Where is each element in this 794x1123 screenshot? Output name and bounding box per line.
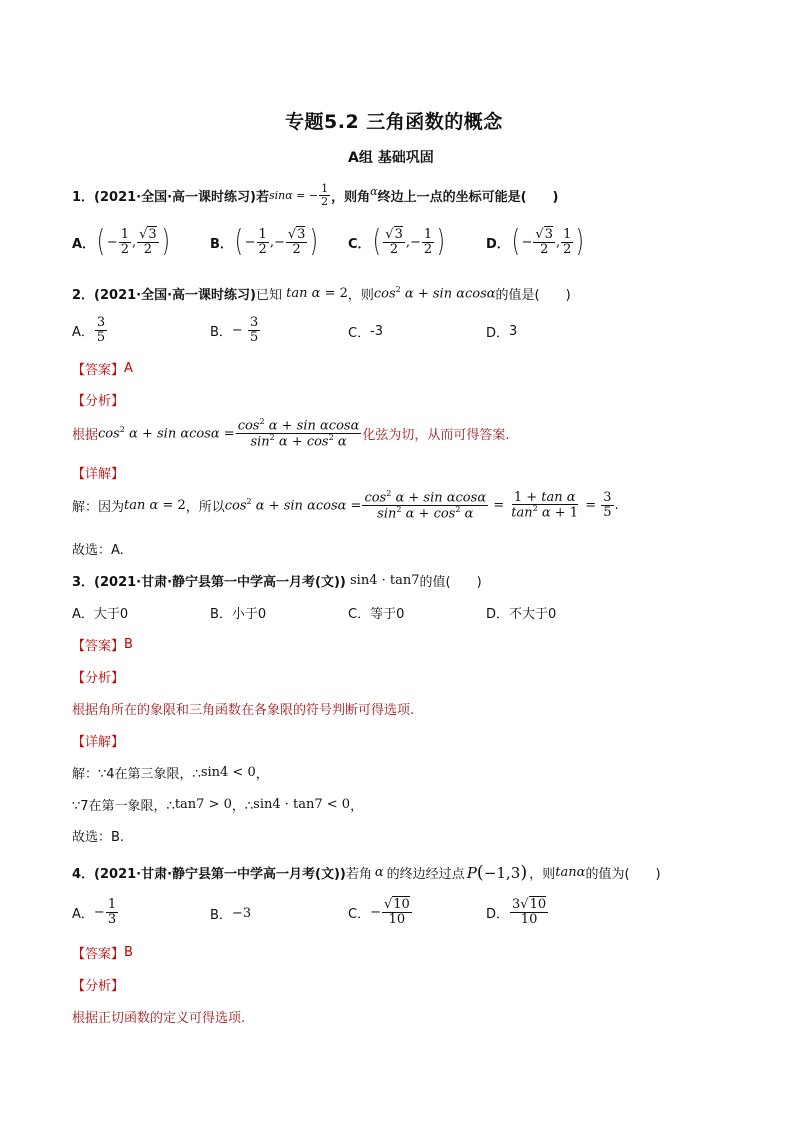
detail-text-2: ，所以 xyxy=(185,499,225,515)
question-1-text: ，则角 xyxy=(331,189,371,205)
question-2-expression: $\cos^2 \alpha + \sin \alpha\cos\alpha$ xyxy=(373,285,496,302)
q4-option-c: C． − $\frac{√10}{10}$ xyxy=(348,897,410,927)
question-2-condition: tan α = 2 xyxy=(286,286,348,301)
question-1-stem xyxy=(72,183,558,207)
option-text: 等于0 xyxy=(370,607,405,622)
option-d-math: $\frac{3√10}{10}$ xyxy=(512,897,547,927)
detail-text: 解：∵4在第三象限，∴ xyxy=(72,767,201,782)
analysis-text: 根据 xyxy=(72,427,99,443)
detail-text-2: ，∴ xyxy=(231,799,254,814)
question-3-prefix: 3．(2021·甘肃·静宁县第一中学高一月考(文)) xyxy=(72,575,346,590)
answer-value: B xyxy=(124,637,133,652)
detail-end: ， xyxy=(255,767,269,782)
detail-expression-2: sin4 · tan7 < 0 xyxy=(253,797,351,812)
alpha-symbol: α xyxy=(370,184,378,198)
option-b-math: − xyxy=(231,322,247,338)
question-2-text-2: ，则 xyxy=(347,288,374,303)
option-label: C． xyxy=(348,607,371,622)
option-text: 大于0 xyxy=(93,607,129,622)
q2-detail-text: 解：因为 tan α = 2 ，所以 $\cos^2 \alpha + \sin \alpha\cos\alpha$ = $\frac{\cos^2 \alpha + \sin \alpha\cos\alpha}{\sin^2 \alpha + \cos^2 \alpha}$ = $\frac{\text{1 + tan α}}{\tan^2 \alpha + 1}$ = $\frac{3}{5}$ . xyxy=(72,489,619,522)
q1-option-c xyxy=(348,224,447,259)
q1-option-d xyxy=(486,224,586,259)
q2-conclusion: 故选：A. xyxy=(72,543,124,558)
q2-analysis-text xyxy=(72,418,510,449)
q2-detail-label: 【详解】 xyxy=(72,467,125,482)
q4-analysis-label: 【分析】 xyxy=(72,979,125,994)
question-3-stem xyxy=(72,571,482,590)
option-label: A． xyxy=(72,324,94,340)
option-label: A． xyxy=(72,236,96,252)
question-1-prefix: 1．(2021·全国·高一课时练习)若 xyxy=(72,189,269,205)
q3-detail-line-2 xyxy=(72,795,363,814)
option-c-math: ( $\frac{√3}{2}$ ,− $\frac{1}{2}$ ) xyxy=(372,224,446,259)
q3-option-a xyxy=(72,603,128,622)
detail-end: ， xyxy=(350,799,364,814)
question-4-text-2: 的终边经过点 xyxy=(386,867,465,882)
option-text: -3 xyxy=(370,324,384,339)
question-2-text: 已知 xyxy=(256,288,283,303)
option-text: 3 xyxy=(509,324,518,339)
q2-analysis-label: 【分析】 xyxy=(72,394,125,409)
q4-option-a: A． − $\frac{1}{3}$ xyxy=(72,897,117,927)
q3-option-c xyxy=(348,603,404,622)
option-label: D． xyxy=(486,236,510,252)
option-label: B． xyxy=(210,236,233,252)
question-3-expression: sin4 · tan7 xyxy=(345,573,420,588)
option-label: C． xyxy=(348,326,371,341)
question-3-text: 的值( ) xyxy=(419,575,482,590)
group-heading: A组 基础巩固 xyxy=(348,150,434,166)
answer-value: A xyxy=(124,361,133,376)
answer-label: 【答案】 xyxy=(72,639,125,654)
question-2-prefix: 2．(2021·全国·高一课时练习) xyxy=(72,288,256,303)
page-title: 专题5.2 三角函数的概念 xyxy=(285,111,503,133)
question-4-text-3: ，则 xyxy=(529,867,556,882)
option-label: B． xyxy=(210,324,232,340)
q2-option-d xyxy=(486,322,517,341)
option-b-fraction: $\frac{3}{5}$ xyxy=(249,315,259,345)
option-b-math: −3 xyxy=(231,906,252,921)
answer-label: 【答案】 xyxy=(72,363,125,378)
option-label: D． xyxy=(486,326,510,341)
option-label: B． xyxy=(210,908,232,923)
q1-option-b xyxy=(210,224,320,259)
q3-analysis-text: 根据角所在的象限和三角函数在各象限的符号判断可得选项. xyxy=(72,703,415,718)
question-2-text-3: 的值是( ) xyxy=(495,288,571,303)
option-text: 不大于0 xyxy=(509,607,557,622)
question-4-text: 若角 xyxy=(345,867,372,882)
q3-detail-line-1 xyxy=(72,763,269,782)
detail-expression: $\cos^2 \alpha + \sin \alpha\cos\alpha$ = xyxy=(224,497,362,514)
detail-condition: tan α = 2 xyxy=(124,497,186,513)
q2-option-c xyxy=(348,322,383,341)
option-label: B． xyxy=(210,607,232,622)
option-a-math: $\frac{1}{3}$ xyxy=(107,897,117,927)
q4-option-d xyxy=(486,898,549,926)
option-label: D． xyxy=(486,906,510,922)
alpha-symbol: α xyxy=(374,865,384,880)
detail-fraction-2: $\frac{\text{1 + tan α}}{\tan^2 \alpha + 1}$ xyxy=(511,489,579,521)
q2-answer xyxy=(72,359,133,378)
answer-label: 【答案】 xyxy=(72,947,125,962)
q4-option-b xyxy=(210,904,251,923)
q3-option-b xyxy=(210,603,266,622)
question-1-condition: sin α = − $\frac{1}{2}$ xyxy=(269,182,329,208)
detail-fraction-1: $\frac{\cos^2 \alpha + \sin \alpha\cos\alpha}{\sin^2 \alpha + \cos^2 \alpha}$ xyxy=(364,489,487,522)
question-4-prefix: 4．(2021·甘肃·静宁县第一中学高一月考(文)) xyxy=(72,867,346,882)
detail-text: 解：因为 xyxy=(72,499,125,515)
option-c-math: $\frac{√10}{10}$ xyxy=(383,897,410,927)
option-a-math: ( − $\frac{1}{2}$ , $\frac{√3}{2}$ ) xyxy=(96,224,170,259)
option-label: A． xyxy=(72,607,94,622)
option-a-math: $\frac{3}{5}$ xyxy=(96,315,106,345)
q3-option-d xyxy=(486,603,556,622)
option-label: C． xyxy=(348,236,371,252)
question-2-stem xyxy=(72,284,571,303)
question-4-expression: tanα xyxy=(555,865,586,880)
q4-analysis-text: 根据正切函数的定义可得选项. xyxy=(72,1011,246,1026)
option-b-math: ( − $\frac{1}{2}$ ,− $\frac{√3}{2}$ ) xyxy=(234,224,319,259)
point-label: P(−1,3) xyxy=(466,862,528,883)
q3-detail-label: 【详解】 xyxy=(72,735,125,750)
detail-text: ∵7在第一象限，∴ xyxy=(72,799,175,814)
option-d-math: ( − $\frac{√3}{2}$ , $\frac{1}{2}$ ) xyxy=(511,224,585,259)
q2-option-a xyxy=(72,316,108,344)
analysis-expression: $\cos^2 \alpha + \sin \alpha\cos\alpha$ = xyxy=(98,425,235,442)
option-label: A． xyxy=(72,906,94,922)
q2-option-b xyxy=(210,316,261,344)
q3-answer xyxy=(72,635,133,654)
answer-value: B xyxy=(124,945,133,960)
q3-conclusion: 故选：B. xyxy=(72,830,125,845)
analysis-fraction: $\frac{\cos^2 \alpha + \sin \alpha\cos\alpha}{\sin^2 \alpha + \cos^2 \alpha}$ xyxy=(237,417,360,450)
option-label: D． xyxy=(486,607,510,622)
question-4-text-4: 的值为( ) xyxy=(585,867,661,882)
q1-option-a xyxy=(72,224,171,259)
question-4-stem xyxy=(72,862,661,883)
detail-end: . xyxy=(614,497,619,513)
detail-fraction-3: $\frac{3}{5}$ xyxy=(603,490,612,520)
detail-expression: sin4 < 0 xyxy=(200,765,256,780)
q4-answer xyxy=(72,943,133,962)
question-1-text-2: 终边上一点的坐标可能是( ) xyxy=(377,189,559,205)
analysis-text-2: 化弦为切，从而可得答案. xyxy=(362,427,510,443)
detail-expression-1: tan7 > 0 xyxy=(174,797,232,812)
option-label: C． xyxy=(348,906,371,922)
option-text: 小于0 xyxy=(231,607,267,622)
q3-analysis-label: 【分析】 xyxy=(72,671,125,686)
